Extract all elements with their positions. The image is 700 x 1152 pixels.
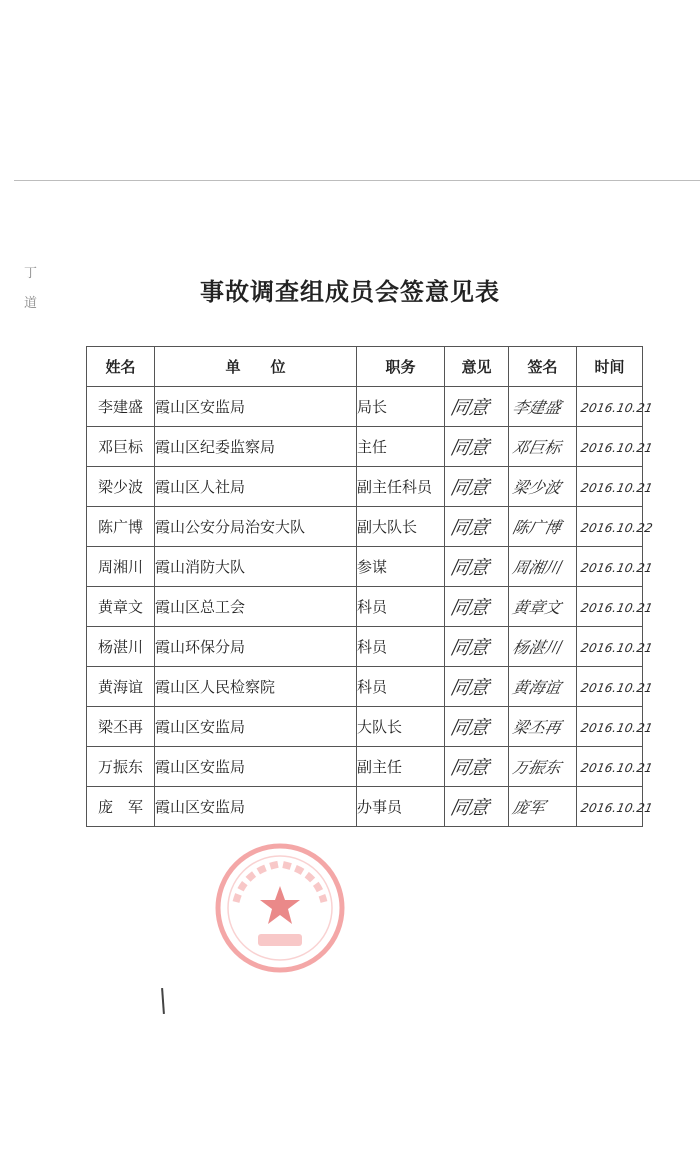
cell-signature	[509, 547, 577, 587]
handwritten-date: 2016.10.21	[579, 800, 655, 815]
page-top-edge	[14, 180, 700, 181]
cell-signature	[509, 507, 577, 547]
handwritten-opinion: 同意	[448, 517, 492, 539]
cell-signature	[509, 667, 577, 707]
handwritten-opinion: 同意	[448, 677, 492, 699]
handwritten-signature: 黄章文	[510, 598, 563, 617]
handwritten-date: 2016.10.21	[579, 560, 655, 575]
cell-name: 黄海谊	[87, 667, 155, 707]
header-position: 职务	[357, 347, 445, 387]
table-row	[87, 667, 643, 707]
handwritten-signature: 庞军	[510, 798, 547, 817]
cell-unit: 霞山环保分局	[155, 627, 357, 667]
cell-position: 副主任	[357, 747, 445, 787]
cell-opinion	[445, 627, 509, 667]
cell-date	[577, 507, 655, 547]
cell-name: 庞 军	[87, 787, 155, 827]
handwritten-opinion: 同意	[448, 717, 492, 739]
handwritten-date: 2016.10.21	[579, 680, 655, 695]
margin-mark-2: 道	[24, 296, 38, 311]
cell-date	[577, 627, 655, 667]
handwritten-date: 2016.10.21	[579, 760, 655, 775]
cell-position: 大队长	[357, 707, 445, 747]
handwritten-signature: 陈广博	[510, 518, 563, 537]
cell-name: 杨湛川	[87, 627, 155, 667]
handwritten-signature: 万振东	[510, 758, 563, 777]
handwritten-opinion: 同意	[448, 797, 492, 819]
table-row	[87, 387, 643, 427]
cell-date	[577, 467, 655, 507]
cell-position: 参谋	[357, 547, 445, 587]
table-row	[87, 747, 643, 787]
handwritten-date: 2016.10.21	[579, 600, 655, 615]
table-row	[87, 707, 643, 747]
handwritten-date: 2016.10.21	[579, 640, 655, 655]
cell-date	[577, 387, 655, 427]
table-header-row	[87, 347, 643, 387]
seal-star-icon	[260, 886, 300, 924]
cell-date	[577, 547, 655, 587]
cell-opinion	[445, 467, 509, 507]
handwritten-opinion: 同意	[448, 397, 492, 419]
cell-opinion	[445, 667, 509, 707]
handwritten-opinion: 同意	[448, 597, 492, 619]
cell-date	[577, 427, 655, 467]
handwritten-signature: 邓巨标	[510, 438, 563, 457]
cell-signature	[509, 467, 577, 507]
cell-signature	[509, 587, 577, 627]
handwritten-date: 2016.10.21	[579, 440, 655, 455]
handwritten-opinion: 同意	[448, 557, 492, 579]
table-row	[87, 427, 643, 467]
table-row	[87, 547, 643, 587]
handwritten-signature: 李建盛	[510, 398, 563, 417]
table-row	[87, 467, 643, 507]
cell-signature	[509, 707, 577, 747]
handwritten-signature: 梁少波	[510, 478, 563, 497]
cell-name: 梁少波	[87, 467, 155, 507]
cell-name: 梁丕再	[87, 707, 155, 747]
cell-unit: 霞山区安监局	[155, 787, 357, 827]
header-signature: 签名	[509, 347, 577, 387]
handwritten-signature: 梁丕再	[510, 718, 563, 737]
handwritten-signature: 周湘川	[510, 558, 563, 577]
cell-position: 局长	[357, 387, 445, 427]
handwritten-date: 2016.10.21	[579, 720, 655, 735]
margin-mark-1: 丁	[24, 266, 38, 281]
cell-name: 邓巨标	[87, 427, 155, 467]
seal-bottom-text-mark	[258, 934, 302, 946]
cell-opinion	[445, 787, 509, 827]
handwritten-signature: 黄海谊	[510, 678, 563, 697]
handwritten-date: 2016.10.21	[579, 480, 655, 495]
cell-opinion	[445, 707, 509, 747]
cell-unit: 霞山区纪委监察局	[155, 427, 357, 467]
cell-position: 副大队长	[357, 507, 445, 547]
cell-position: 科员	[357, 627, 445, 667]
header-name: 姓名	[87, 347, 155, 387]
document-title: 事故调查组成员会签意见表	[200, 278, 500, 306]
pen-stroke-mark	[161, 988, 165, 1014]
header-date: 时间	[577, 347, 643, 387]
table-row	[87, 787, 643, 827]
cell-unit: 霞山区安监局	[155, 747, 357, 787]
cell-name: 陈广博	[87, 507, 155, 547]
cell-date	[577, 787, 655, 827]
table-row	[87, 587, 643, 627]
cell-unit: 霞山区安监局	[155, 707, 357, 747]
cell-name: 周湘川	[87, 547, 155, 587]
cell-date	[577, 707, 655, 747]
handwritten-opinion: 同意	[448, 437, 492, 459]
handwritten-signature: 杨湛川	[510, 638, 563, 657]
cell-unit: 霞山公安分局治安大队	[155, 507, 357, 547]
cell-signature	[509, 747, 577, 787]
cell-unit: 霞山区人民检察院	[155, 667, 357, 707]
handwritten-date: 2016.10.21	[579, 400, 655, 415]
cell-opinion	[445, 387, 509, 427]
handwritten-date: 2016.10.22	[579, 520, 655, 535]
cell-date	[577, 667, 655, 707]
cell-position: 办事员	[357, 787, 445, 827]
cell-date	[577, 747, 655, 787]
cell-unit: 霞山区总工会	[155, 587, 357, 627]
table-body	[87, 387, 655, 827]
cell-opinion	[445, 747, 509, 787]
cell-unit: 霞山消防大队	[155, 547, 357, 587]
table-row	[87, 627, 643, 667]
table-row	[87, 507, 643, 547]
cell-opinion	[445, 587, 509, 627]
handwritten-opinion: 同意	[448, 477, 492, 499]
official-seal-stamp	[214, 842, 346, 974]
handwritten-opinion: 同意	[448, 757, 492, 779]
cell-name: 李建盛	[87, 387, 155, 427]
cell-position: 主任	[357, 427, 445, 467]
cell-opinion	[445, 547, 509, 587]
cell-position: 科员	[357, 667, 445, 707]
handwritten-opinion: 同意	[448, 637, 492, 659]
cell-name: 黄章文	[87, 587, 155, 627]
cell-signature	[509, 387, 577, 427]
cell-signature	[509, 627, 577, 667]
cell-opinion	[445, 507, 509, 547]
cell-signature	[509, 787, 577, 827]
cell-date	[577, 587, 655, 627]
cell-opinion	[445, 427, 509, 467]
cell-position: 科员	[357, 587, 445, 627]
cell-name: 万振东	[87, 747, 155, 787]
signoff-table	[86, 346, 655, 827]
header-unit: 单 位	[155, 347, 357, 387]
cell-unit: 霞山区人社局	[155, 467, 357, 507]
cell-unit: 霞山区安监局	[155, 387, 357, 427]
cell-signature	[509, 427, 577, 467]
cell-position: 副主任科员	[357, 467, 445, 507]
header-opinion: 意见	[445, 347, 509, 387]
